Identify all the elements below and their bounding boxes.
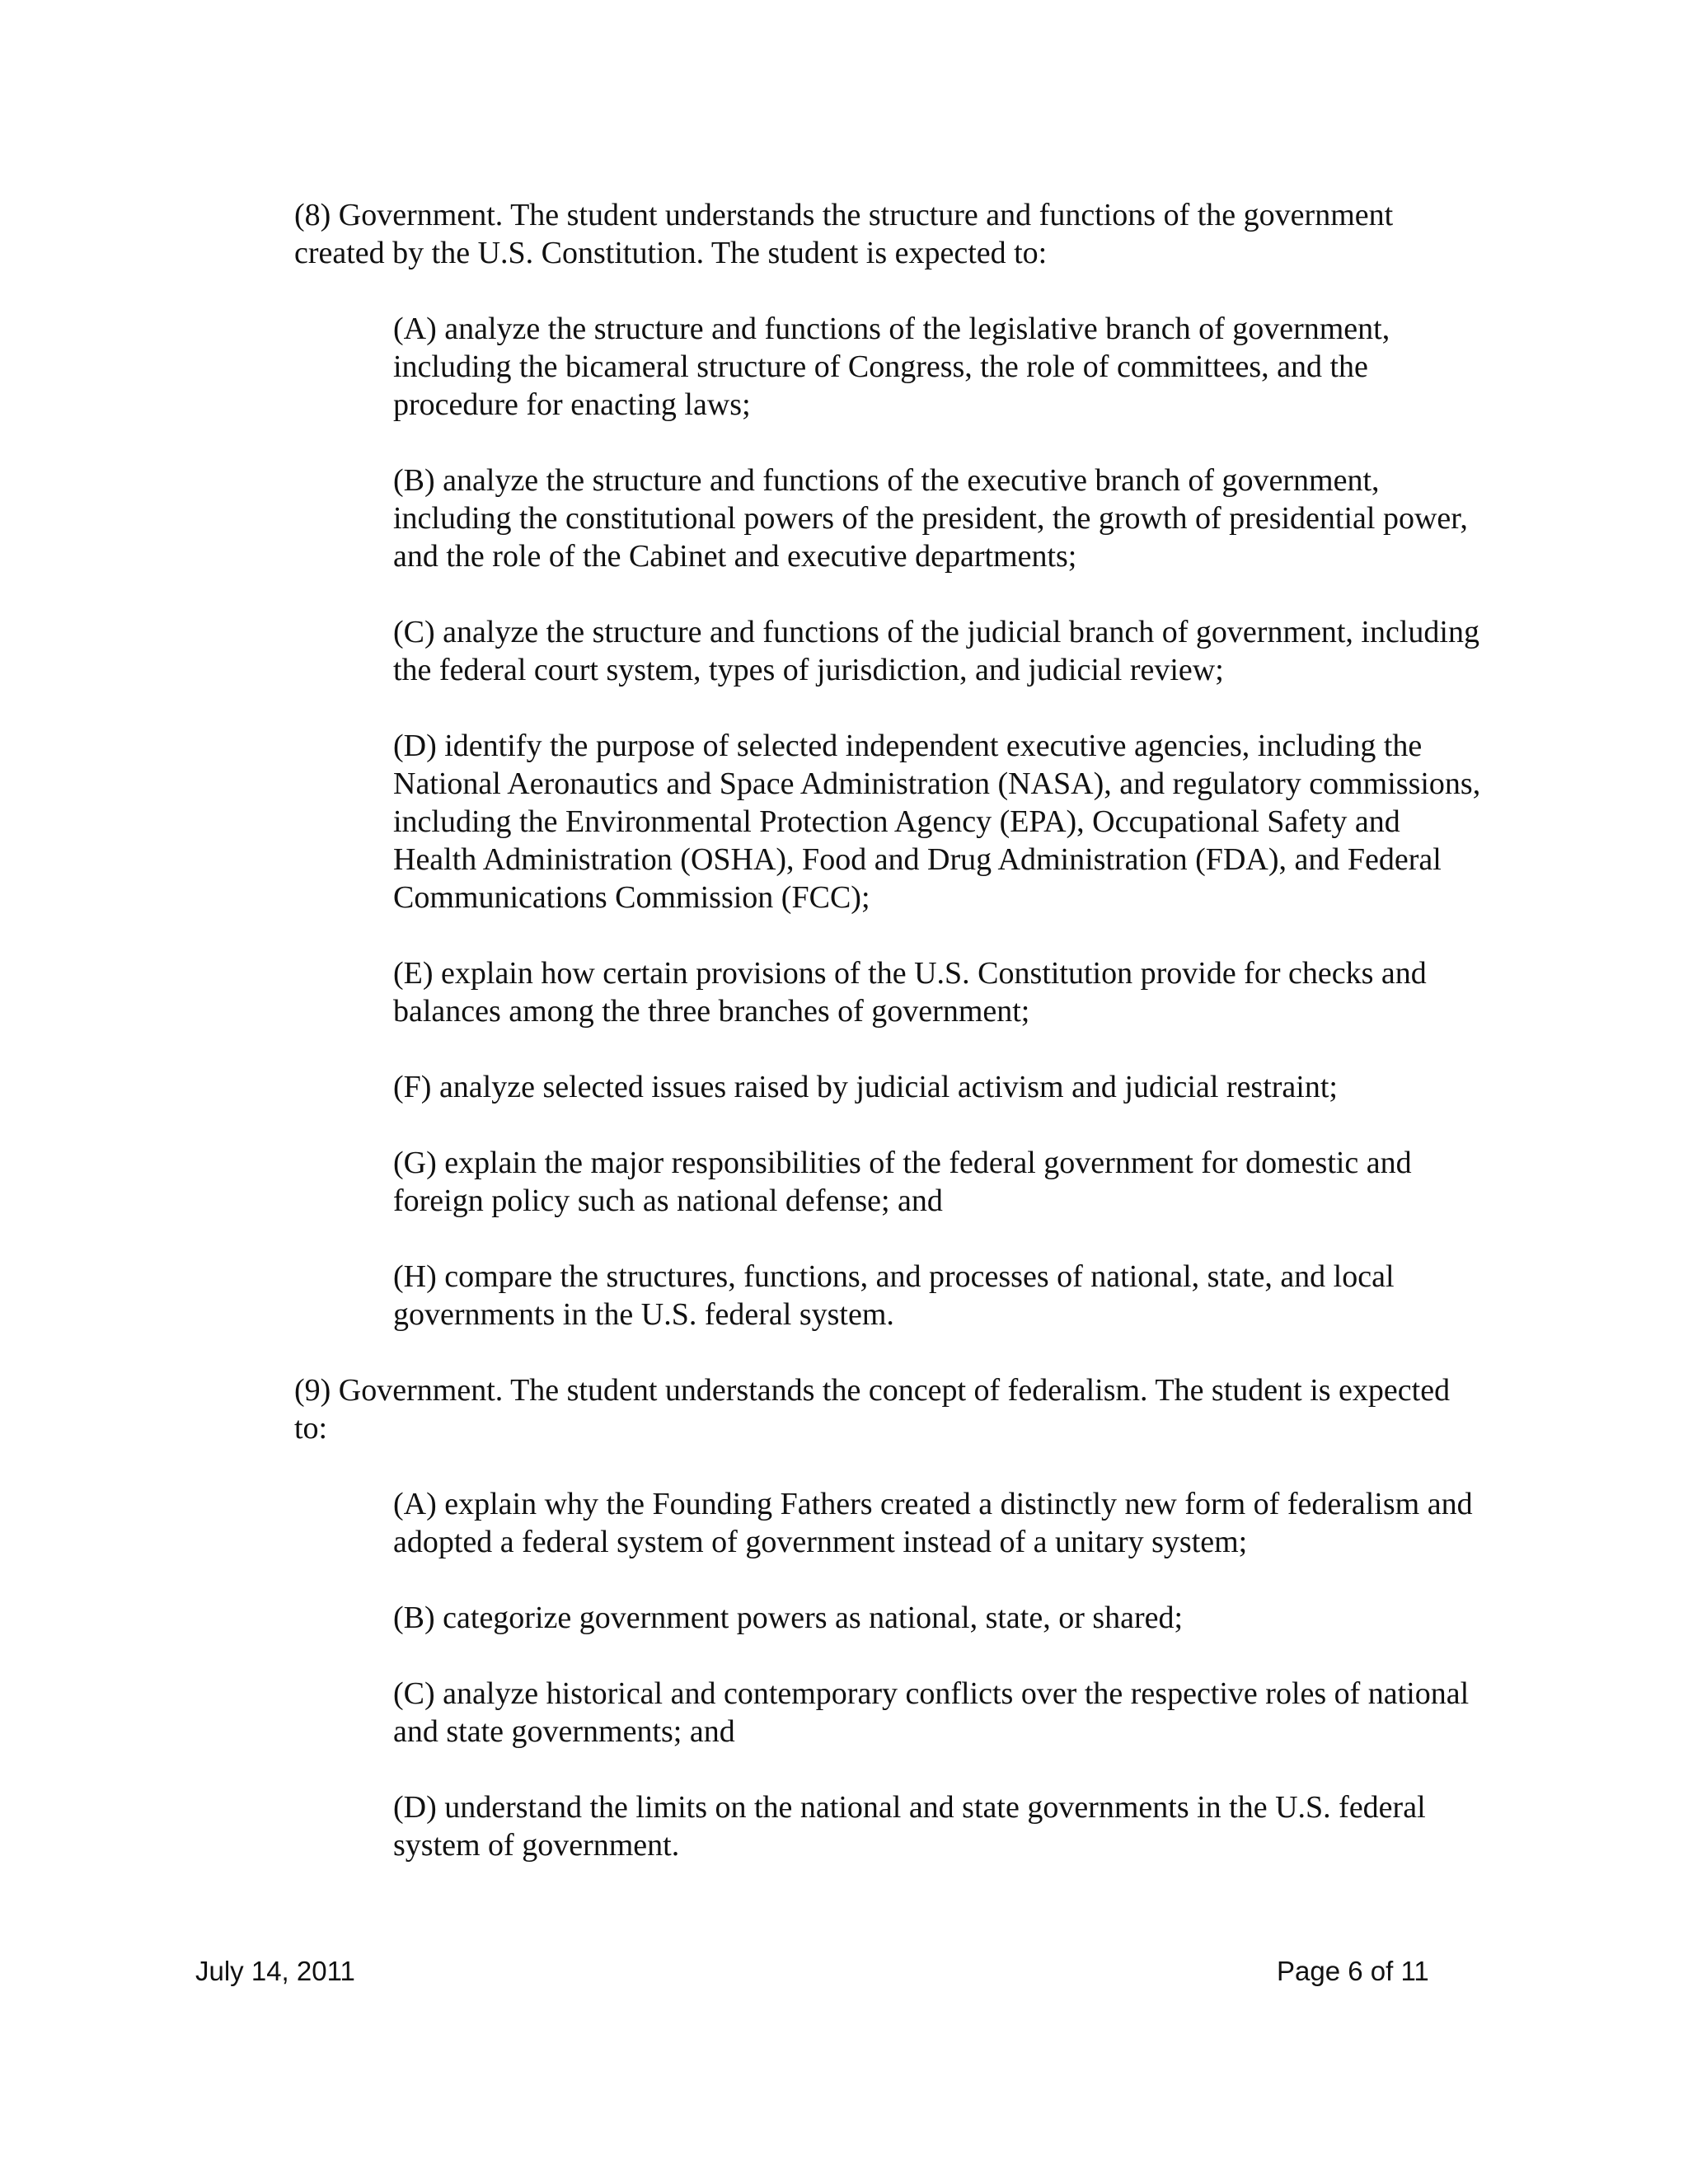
list-item: (A) analyze the structure and functions of the legislative branch of government, including the bicameral structure of Congress, the role of committees, and the procedure for enacting laws; xyxy=(393,312,1390,422)
standard-section-9 xyxy=(294,1371,1489,1864)
list-item: (D) understand the limits on the national and state governments in the U.S. federal system of government. xyxy=(393,1790,1426,1863)
list-item: (E) explain how certain provisions of the U.S. Constitution provide for checks and balances among the three branches of government; xyxy=(393,956,1427,1029)
list-item: (C) analyze the structure and functions of the judicial branch of government, including the federal court system, types of jurisdiction, and judicial review; xyxy=(393,615,1479,687)
list-item: (F) analyze selected issues raised by judicial activism and judicial restraint; xyxy=(393,1070,1338,1104)
list-item: (C) analyze historical and contemporary conflicts over the respective roles of national and state governments; and xyxy=(393,1676,1470,1749)
list-item: (B) categorize government powers as national, state, or shared; xyxy=(393,1601,1184,1635)
footer-date: July 14, 2011 xyxy=(195,1956,355,1986)
list-item: (H) compare the structures, functions, and processes of national, state, and local governments in the U.S. federal system. xyxy=(393,1259,1395,1332)
footer-page-number: Page 6 of 11 xyxy=(1277,1956,1429,1986)
list-item: (D) identify the purpose of selected independent executive agencies, including the National Aeronautics and Space Administration (NASA), and regulatory commissions, including the Environmental Protection Agency (EPA), Occupational Safety and Health Administration (OSHA), Food and Drug Administration (FDA), and Federal Communications Commission (FCC); xyxy=(393,729,1481,915)
section-intro: (8) Government. The student understands the structure and functions of the government created by the U.S. Constitution. The student is expected to: xyxy=(294,198,1394,270)
list-item: (A) explain why the Founding Fathers created a distinctly new form of federalism and adopted a federal system of government instead of a unitary system; xyxy=(393,1487,1473,1559)
standard-section-8 xyxy=(294,196,1489,1333)
section-intro: (9) Government. The student understands the concept of federalism. The student is expected to: xyxy=(294,1373,1451,1446)
list-item: (G) explain the major responsibilities of the federal government for domestic and foreign policy such as national defense; and xyxy=(393,1146,1412,1218)
document-body xyxy=(294,196,1489,1864)
list-item: (B) analyze the structure and functions of the executive branch of government, including the constitutional powers of the president, the growth of presidential power, and the role of the Cabinet and executive departments; xyxy=(393,463,1468,574)
